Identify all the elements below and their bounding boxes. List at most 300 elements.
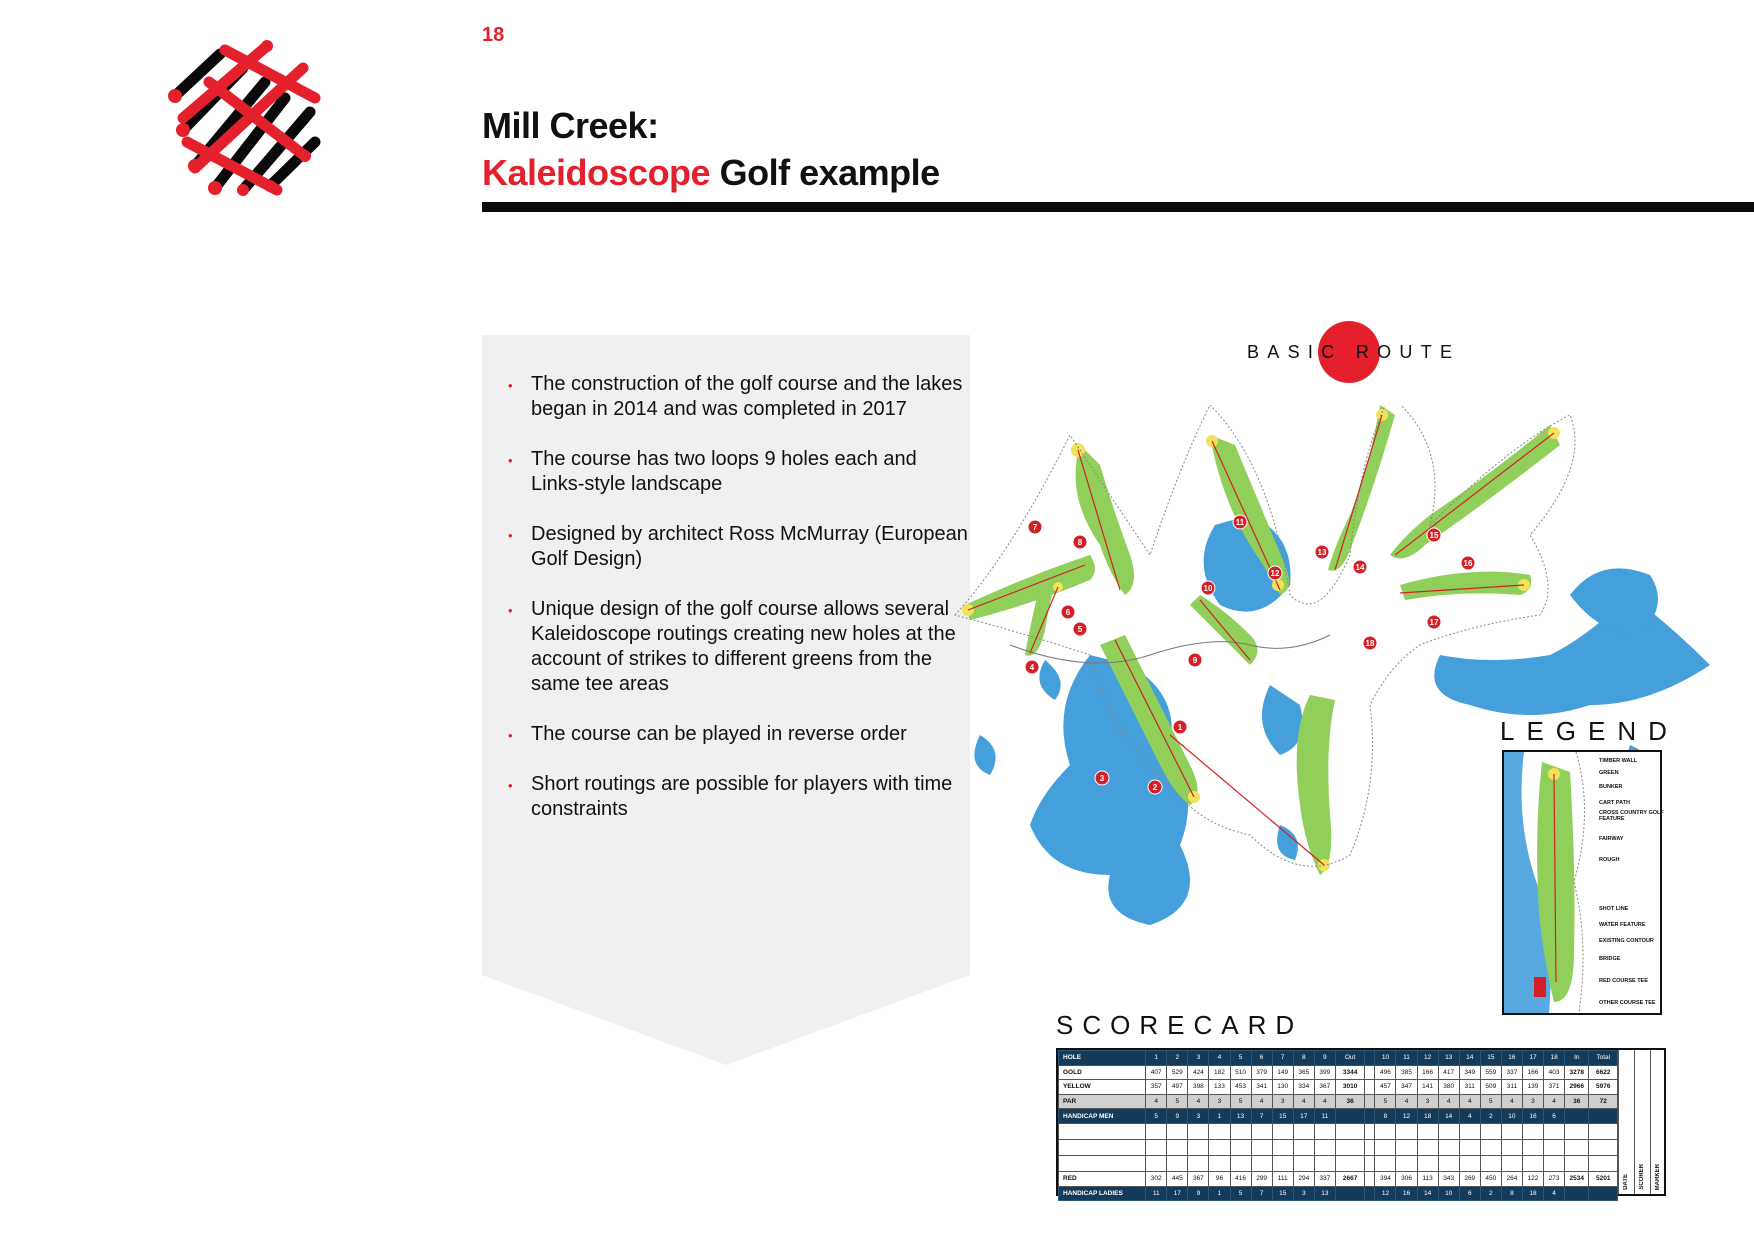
scorecard-cell: 453 <box>1230 1080 1251 1095</box>
bullet-text: Short routings are possible for players with time constraints <box>531 773 953 820</box>
scorecard-cell <box>1589 1123 1618 1139</box>
scorecard-header-cell: 7 <box>1272 1051 1293 1066</box>
hole-number: 5 <box>1077 624 1083 634</box>
scorecard-header-cell: 15 <box>1480 1051 1501 1066</box>
scorecard-cell: 17 <box>1167 1186 1188 1201</box>
scorecard-cell <box>1209 1155 1230 1171</box>
scorecard-cell: 72 <box>1589 1094 1618 1109</box>
scorecard-cell: 3344 <box>1335 1065 1364 1080</box>
scorecard-cell <box>1589 1139 1618 1155</box>
scorecard-header-cell: 16 <box>1501 1051 1522 1066</box>
scorecard-cell <box>1314 1155 1335 1171</box>
scorecard-cell <box>1396 1139 1417 1155</box>
scorecard-cell <box>1230 1123 1251 1139</box>
scorecard-cell <box>1335 1155 1364 1171</box>
scorecard-cell: 122 <box>1522 1171 1543 1186</box>
scorecard-cell: 4 <box>1396 1094 1417 1109</box>
scorecard-cell: 299 <box>1251 1171 1272 1186</box>
scorecard-cell: 16 <box>1522 1109 1543 1124</box>
bullet-text: Designed by architect Ross McMurray (European Golf Design) <box>531 523 968 570</box>
scorecard-header-cell: 18 <box>1544 1051 1565 1066</box>
scorecard-cell: 5976 <box>1589 1080 1618 1095</box>
bullet-text: The construction of the golf course and the lakes began in 2014 and was completed in 2017 <box>531 373 963 420</box>
scorecard-cell <box>1188 1123 1209 1139</box>
scorecard-cell: 13 <box>1314 1186 1335 1201</box>
scorecard-cell: 457 <box>1375 1080 1396 1095</box>
scorecard-cell <box>1480 1123 1501 1139</box>
scorecard-cell <box>1251 1139 1272 1155</box>
hole-number: 14 <box>1355 562 1365 572</box>
scorecard-cell: 337 <box>1314 1171 1335 1186</box>
scorecard-header-cell: Total <box>1589 1051 1618 1066</box>
scorecard-cell: 337 <box>1501 1065 1522 1080</box>
scorecard-cell <box>1375 1139 1396 1155</box>
scorecard-cell: 4 <box>1544 1186 1565 1201</box>
scorecard-cell: 371 <box>1544 1080 1565 1095</box>
scorecard-cell <box>1335 1123 1364 1139</box>
scorecard-cell <box>1365 1171 1375 1186</box>
title-highlight: Kaleidoscope <box>482 152 711 193</box>
scorecard-cell: 139 <box>1522 1080 1543 1095</box>
scorecard-cell <box>1522 1123 1543 1139</box>
legend-label: GREEN <box>1599 770 1619 776</box>
scorecard-row <box>1059 1094 1618 1109</box>
scorecard-cell: 416 <box>1230 1171 1251 1186</box>
scorecard-cell <box>1188 1139 1209 1155</box>
scorecard-cell <box>1565 1139 1589 1155</box>
scorecard-cell: 5 <box>1480 1094 1501 1109</box>
scorecard-cell: 8 <box>1501 1186 1522 1201</box>
scorecard-sign-label: MARKER <box>1655 1163 1661 1190</box>
scorecard-cell: 357 <box>1146 1080 1167 1095</box>
scorecard-sign-label: SCORER <box>1639 1164 1645 1190</box>
hole-number: 13 <box>1317 547 1327 557</box>
scorecard-cell <box>1167 1123 1188 1139</box>
bullet-text: Unique design of the golf course allows several Kaleidoscope routings creating new holes at the account of strikes to different greens from the same tee areas <box>531 598 956 695</box>
scorecard-cell <box>1314 1123 1335 1139</box>
scorecard-cell: 15 <box>1272 1186 1293 1201</box>
scorecard-cell: 5 <box>1375 1094 1396 1109</box>
scorecard-row-label: YELLOW <box>1059 1080 1146 1095</box>
brand-logo <box>165 38 325 198</box>
scorecard-cell: 4 <box>1251 1094 1272 1109</box>
page-title <box>482 102 940 196</box>
route-title: BASIC ROUTE <box>1247 342 1461 362</box>
scorecard-cell: 334 <box>1293 1080 1314 1095</box>
scorecard-cell: 141 <box>1417 1080 1438 1095</box>
scorecard-header-cell: 11 <box>1396 1051 1417 1066</box>
scorecard-cell <box>1365 1155 1375 1171</box>
scorecard-header-cell: 13 <box>1438 1051 1459 1066</box>
scorecard-row <box>1059 1139 1618 1155</box>
scorecard-row <box>1059 1109 1618 1124</box>
scorecard-cell <box>1501 1155 1522 1171</box>
bullet-dot: • <box>508 528 513 543</box>
scorecard-cell: 341 <box>1251 1080 1272 1095</box>
scorecard-cell: 3 <box>1209 1094 1230 1109</box>
scorecard-cell <box>1544 1155 1565 1171</box>
scorecard-cell: 294 <box>1293 1171 1314 1186</box>
scorecard-row <box>1059 1171 1618 1186</box>
scorecard-cell: 16 <box>1396 1186 1417 1201</box>
scorecard-cell <box>1272 1155 1293 1171</box>
legend-label: EXISTING CONTOUR <box>1599 938 1654 944</box>
scorecard-cell: 6622 <box>1589 1065 1618 1080</box>
scorecard-cell: 424 <box>1188 1065 1209 1080</box>
bullet-item <box>508 772 968 822</box>
scorecard-cell: 9 <box>1188 1186 1209 1201</box>
scorecard-cell: 15 <box>1272 1109 1293 1124</box>
scorecard-cell: 11 <box>1146 1186 1167 1201</box>
scorecard-cell <box>1335 1186 1364 1201</box>
scorecard-cell: 182 <box>1209 1065 1230 1080</box>
hole-number: 17 <box>1429 617 1439 627</box>
scorecard-cell: 496 <box>1375 1065 1396 1080</box>
scorecard-cell: 3278 <box>1565 1065 1589 1080</box>
bullet-item <box>508 447 968 497</box>
scorecard-cell: 4 <box>1501 1094 1522 1109</box>
scorecard-cell <box>1501 1123 1522 1139</box>
scorecard-cell <box>1167 1139 1188 1155</box>
scorecard-cell <box>1314 1139 1335 1155</box>
legend-label: TIMBER WALL <box>1599 758 1638 764</box>
scorecard-title: SCORECARD <box>1056 1010 1304 1040</box>
bullet-list <box>508 372 968 847</box>
title-divider <box>482 202 1754 212</box>
hole-number: 3 <box>1099 773 1105 783</box>
scorecard-cell: 311 <box>1459 1080 1480 1095</box>
scorecard-cell: 367 <box>1314 1080 1335 1095</box>
scorecard-cell: 529 <box>1167 1065 1188 1080</box>
scorecard-cell: 10 <box>1438 1186 1459 1201</box>
scorecard-cell <box>1293 1123 1314 1139</box>
hole-number: 18 <box>1365 638 1375 648</box>
scorecard-row <box>1059 1065 1618 1080</box>
scorecard-cell <box>1209 1139 1230 1155</box>
scorecard-cell: 4 <box>1544 1094 1565 1109</box>
scorecard-cell: 343 <box>1438 1171 1459 1186</box>
scorecard-cell: 36 <box>1565 1094 1589 1109</box>
scorecard-cell: 2534 <box>1565 1171 1589 1186</box>
bullet-dot: • <box>508 378 513 393</box>
scorecard-cell: 2966 <box>1565 1080 1589 1095</box>
scorecard-cell <box>1438 1123 1459 1139</box>
scorecard-cell: 417 <box>1438 1065 1459 1080</box>
scorecard-cell: 3 <box>1293 1186 1314 1201</box>
legend-label: ROUGH <box>1599 857 1620 863</box>
scorecard-header-cell: 10 <box>1375 1051 1396 1066</box>
legend-label: CART PATH <box>1599 800 1630 806</box>
scorecard-cell: 133 <box>1209 1080 1230 1095</box>
scorecard-header-cell: HOLE <box>1059 1051 1146 1066</box>
scorecard-cell <box>1251 1155 1272 1171</box>
scorecard-sign-column <box>1634 1050 1651 1194</box>
scorecard-header-cell: 6 <box>1251 1051 1272 1066</box>
scorecard-cell: 407 <box>1146 1065 1167 1080</box>
bullet-dot: • <box>508 453 513 468</box>
scorecard-cell: 3010 <box>1335 1080 1364 1095</box>
scorecard-cell <box>1480 1139 1501 1155</box>
scorecard-row-label: HANDICAP MEN <box>1059 1109 1146 1124</box>
scorecard-cell <box>1565 1123 1589 1139</box>
scorecard-cell: 365 <box>1293 1065 1314 1080</box>
scorecard-cell <box>1272 1139 1293 1155</box>
hole-number: 4 <box>1029 662 1035 672</box>
legend-label: BRIDGE <box>1599 956 1621 962</box>
scorecard-cell <box>1438 1139 1459 1155</box>
scorecard-cell <box>1459 1123 1480 1139</box>
scorecard-cell: 14 <box>1438 1109 1459 1124</box>
legend-label: SHOT LINE <box>1599 906 1629 912</box>
page-number: 18 <box>482 24 505 46</box>
scorecard-cell: 3 <box>1272 1094 1293 1109</box>
scorecard-cell: 264 <box>1501 1171 1522 1186</box>
scorecard-cell: 302 <box>1146 1171 1167 1186</box>
bullet-text: The course can be played in reverse order <box>531 723 907 745</box>
scorecard-cell: 1 <box>1209 1186 1230 1201</box>
scorecard-cell <box>1209 1123 1230 1139</box>
scorecard-cell <box>1544 1139 1565 1155</box>
bullet-dot: • <box>508 778 513 793</box>
scorecard-cell: 311 <box>1501 1080 1522 1095</box>
scorecard-cell: 4 <box>1146 1094 1167 1109</box>
scorecard-sign-label: DATE <box>1623 1174 1629 1190</box>
scorecard-cell: 5 <box>1167 1094 1188 1109</box>
scorecard-row-label <box>1059 1139 1146 1155</box>
scorecard-cell: 6 <box>1459 1186 1480 1201</box>
scorecard-cell: 510 <box>1230 1065 1251 1080</box>
scorecard-cell: 450 <box>1480 1171 1501 1186</box>
legend-label: WATER FEATURE <box>1599 922 1646 928</box>
scorecard-cell <box>1589 1109 1618 1124</box>
scorecard-cell: 36 <box>1335 1094 1364 1109</box>
scorecard-header-cell: 3 <box>1188 1051 1209 1066</box>
scorecard-cell: 367 <box>1188 1171 1209 1186</box>
scorecard-cell: 130 <box>1272 1080 1293 1095</box>
scorecard <box>1056 1048 1666 1196</box>
scorecard-cell <box>1293 1155 1314 1171</box>
scorecard-cell: 269 <box>1459 1171 1480 1186</box>
scorecard-header-cell: 9 <box>1314 1051 1335 1066</box>
bullet-dot: • <box>508 603 513 618</box>
scorecard-cell: 10 <box>1501 1109 1522 1124</box>
scorecard-sign-column <box>1618 1050 1635 1194</box>
bullet-item <box>508 722 968 747</box>
scorecard-cell <box>1417 1139 1438 1155</box>
bullet-item <box>508 597 968 697</box>
scorecard-cell: 1 <box>1209 1109 1230 1124</box>
scorecard-cell: 17 <box>1293 1109 1314 1124</box>
legend-illustration <box>1504 752 1660 1013</box>
scorecard-cell <box>1365 1123 1375 1139</box>
title-line-1: Mill Creek: <box>482 105 659 146</box>
scorecard-cell: 559 <box>1480 1065 1501 1080</box>
scorecard-cell <box>1188 1155 1209 1171</box>
scorecard-cell: 96 <box>1209 1171 1230 1186</box>
scorecard-cell <box>1522 1155 1543 1171</box>
hole-number: 12 <box>1270 568 1280 578</box>
scorecard-cell <box>1417 1155 1438 1171</box>
bullet-text: The course has two loops 9 holes each and Links-style landscape <box>531 448 917 495</box>
scorecard-cell: 4 <box>1293 1094 1314 1109</box>
scorecard-row <box>1059 1155 1618 1171</box>
scorecard-cell <box>1459 1155 1480 1171</box>
hole-number: 1 <box>1177 722 1183 732</box>
scorecard-row-label: RED <box>1059 1171 1146 1186</box>
scorecard-cell: 385 <box>1396 1065 1417 1080</box>
scorecard-row-label <box>1059 1123 1146 1139</box>
title-rest: Golf example <box>710 152 940 193</box>
title-line-2 <box>482 149 940 196</box>
bullet-item <box>508 372 968 422</box>
scorecard-cell <box>1146 1139 1167 1155</box>
scorecard-cell <box>1589 1155 1618 1171</box>
hole-number: 7 <box>1032 522 1038 532</box>
scorecard-cell <box>1365 1080 1375 1095</box>
scorecard-cell: 306 <box>1396 1171 1417 1186</box>
legend-label: RED COURSE TEE <box>1599 978 1648 984</box>
bullet-dot: • <box>508 728 513 743</box>
scorecard-cell: 12 <box>1375 1186 1396 1201</box>
hole-number: 8 <box>1077 537 1083 547</box>
scorecard-row <box>1059 1080 1618 1095</box>
scorecard-cell: 7 <box>1251 1186 1272 1201</box>
scorecard-cell <box>1365 1109 1375 1124</box>
scorecard-cell <box>1365 1139 1375 1155</box>
hole-number: 2 <box>1152 782 1158 792</box>
scorecard-cell: 5 <box>1230 1186 1251 1201</box>
scorecard-cell: 4 <box>1438 1094 1459 1109</box>
scorecard-cell: 2667 <box>1335 1171 1364 1186</box>
scorecard-row-label: PAR <box>1059 1094 1146 1109</box>
scorecard-cell <box>1230 1155 1251 1171</box>
scorecard-cell: 13 <box>1230 1109 1251 1124</box>
scorecard-row <box>1059 1123 1618 1139</box>
scorecard-header-cell <box>1365 1051 1375 1066</box>
legend-title: LEGEND <box>1500 716 1679 746</box>
scorecard-cell: 399 <box>1314 1065 1335 1080</box>
scorecard-cell: 5 <box>1230 1094 1251 1109</box>
scorecard-cell: 3 <box>1522 1094 1543 1109</box>
scorecard-cell: 18 <box>1417 1109 1438 1124</box>
legend-label: CROSS COUNTRY GOLF FEATURE <box>1599 810 1664 822</box>
scorecard-cell: 18 <box>1522 1186 1543 1201</box>
scorecard-header-cell: 1 <box>1146 1051 1167 1066</box>
scorecard-cell: 113 <box>1417 1171 1438 1186</box>
scorecard-cell: 349 <box>1459 1065 1480 1080</box>
scorecard-cell: 5 <box>1146 1109 1167 1124</box>
scorecard-cell <box>1365 1094 1375 1109</box>
legend-label: BUNKER <box>1599 784 1623 790</box>
scorecard-header-cell: In <box>1565 1051 1589 1066</box>
scorecard-cell: 2 <box>1480 1109 1501 1124</box>
hole-number: 9 <box>1192 655 1198 665</box>
scorecard-table <box>1058 1050 1618 1201</box>
scorecard-cell <box>1293 1139 1314 1155</box>
scorecard-row-label: HANDICAP LADIES <box>1059 1186 1146 1201</box>
scorecard-row <box>1059 1186 1618 1201</box>
scorecard-cell <box>1375 1123 1396 1139</box>
scorecard-cell: 273 <box>1544 1171 1565 1186</box>
scorecard-cell: 4 <box>1188 1094 1209 1109</box>
scorecard-cell: 403 <box>1544 1065 1565 1080</box>
scorecard-cell: 9 <box>1167 1109 1188 1124</box>
scorecard-cell: 379 <box>1251 1065 1272 1080</box>
scorecard-cell <box>1589 1186 1618 1201</box>
scorecard-cell <box>1167 1155 1188 1171</box>
scorecard-cell <box>1417 1123 1438 1139</box>
scorecard-cell <box>1565 1155 1589 1171</box>
scorecard-cell: 12 <box>1396 1109 1417 1124</box>
scorecard-cell: 111 <box>1272 1171 1293 1186</box>
scorecard-cell <box>1501 1139 1522 1155</box>
scorecard-cell <box>1396 1123 1417 1139</box>
bullet-item <box>508 522 968 572</box>
scorecard-cell <box>1396 1155 1417 1171</box>
hole-number: 16 <box>1463 558 1473 568</box>
scorecard-cell: 5201 <box>1589 1171 1618 1186</box>
scorecard-cell <box>1251 1123 1272 1139</box>
scorecard-cell <box>1438 1155 1459 1171</box>
scorecard-cell <box>1365 1065 1375 1080</box>
scorecard-cell: 4 <box>1314 1094 1335 1109</box>
scorecard-cell: 4 <box>1459 1094 1480 1109</box>
scorecard-header-cell: 5 <box>1230 1051 1251 1066</box>
scorecard-cell <box>1480 1155 1501 1171</box>
scorecard-header-cell: 8 <box>1293 1051 1314 1066</box>
scorecard-cell <box>1565 1109 1589 1124</box>
scorecard-cell <box>1544 1123 1565 1139</box>
scorecard-cell: 8 <box>1375 1109 1396 1124</box>
scorecard-cell: 380 <box>1438 1080 1459 1095</box>
scorecard-cell <box>1146 1123 1167 1139</box>
scorecard-cell <box>1146 1155 1167 1171</box>
scorecard-row-label <box>1059 1155 1146 1171</box>
scorecard-cell: 509 <box>1480 1080 1501 1095</box>
scorecard-cell: 14 <box>1417 1186 1438 1201</box>
scorecard-cell: 6 <box>1544 1109 1565 1124</box>
scorecard-cell: 166 <box>1417 1065 1438 1080</box>
scorecard-cell <box>1272 1123 1293 1139</box>
scorecard-cell <box>1459 1139 1480 1155</box>
scorecard-cell <box>1335 1139 1364 1155</box>
hole-number: 15 <box>1429 530 1439 540</box>
scorecard-header-cell: Out <box>1335 1051 1364 1066</box>
scorecard-cell <box>1230 1139 1251 1155</box>
scorecard-header-cell: 12 <box>1417 1051 1438 1066</box>
scorecard-cell: 497 <box>1167 1080 1188 1095</box>
scorecard-cell <box>1365 1186 1375 1201</box>
scorecard-row-label: GOLD <box>1059 1065 1146 1080</box>
scorecard-header-row <box>1059 1051 1618 1066</box>
scorecard-cell: 347 <box>1396 1080 1417 1095</box>
hole-number: 11 <box>1235 517 1245 527</box>
scorecard-cell: 3 <box>1417 1094 1438 1109</box>
scorecard-cell <box>1375 1155 1396 1171</box>
scorecard-cell: 149 <box>1272 1065 1293 1080</box>
scorecard-cell <box>1335 1109 1364 1124</box>
hole-number: 10 <box>1203 583 1213 593</box>
scorecard-cell <box>1522 1139 1543 1155</box>
scorecard-cell: 398 <box>1188 1080 1209 1095</box>
scorecard-cell: 2 <box>1480 1186 1501 1201</box>
scorecard-sign-column <box>1650 1050 1667 1194</box>
scorecard-cell: 3 <box>1188 1109 1209 1124</box>
scorecard-cell: 394 <box>1375 1171 1396 1186</box>
scorecard-header-cell: 2 <box>1167 1051 1188 1066</box>
scorecard-cell <box>1565 1186 1589 1201</box>
scorecard-cell: 11 <box>1314 1109 1335 1124</box>
